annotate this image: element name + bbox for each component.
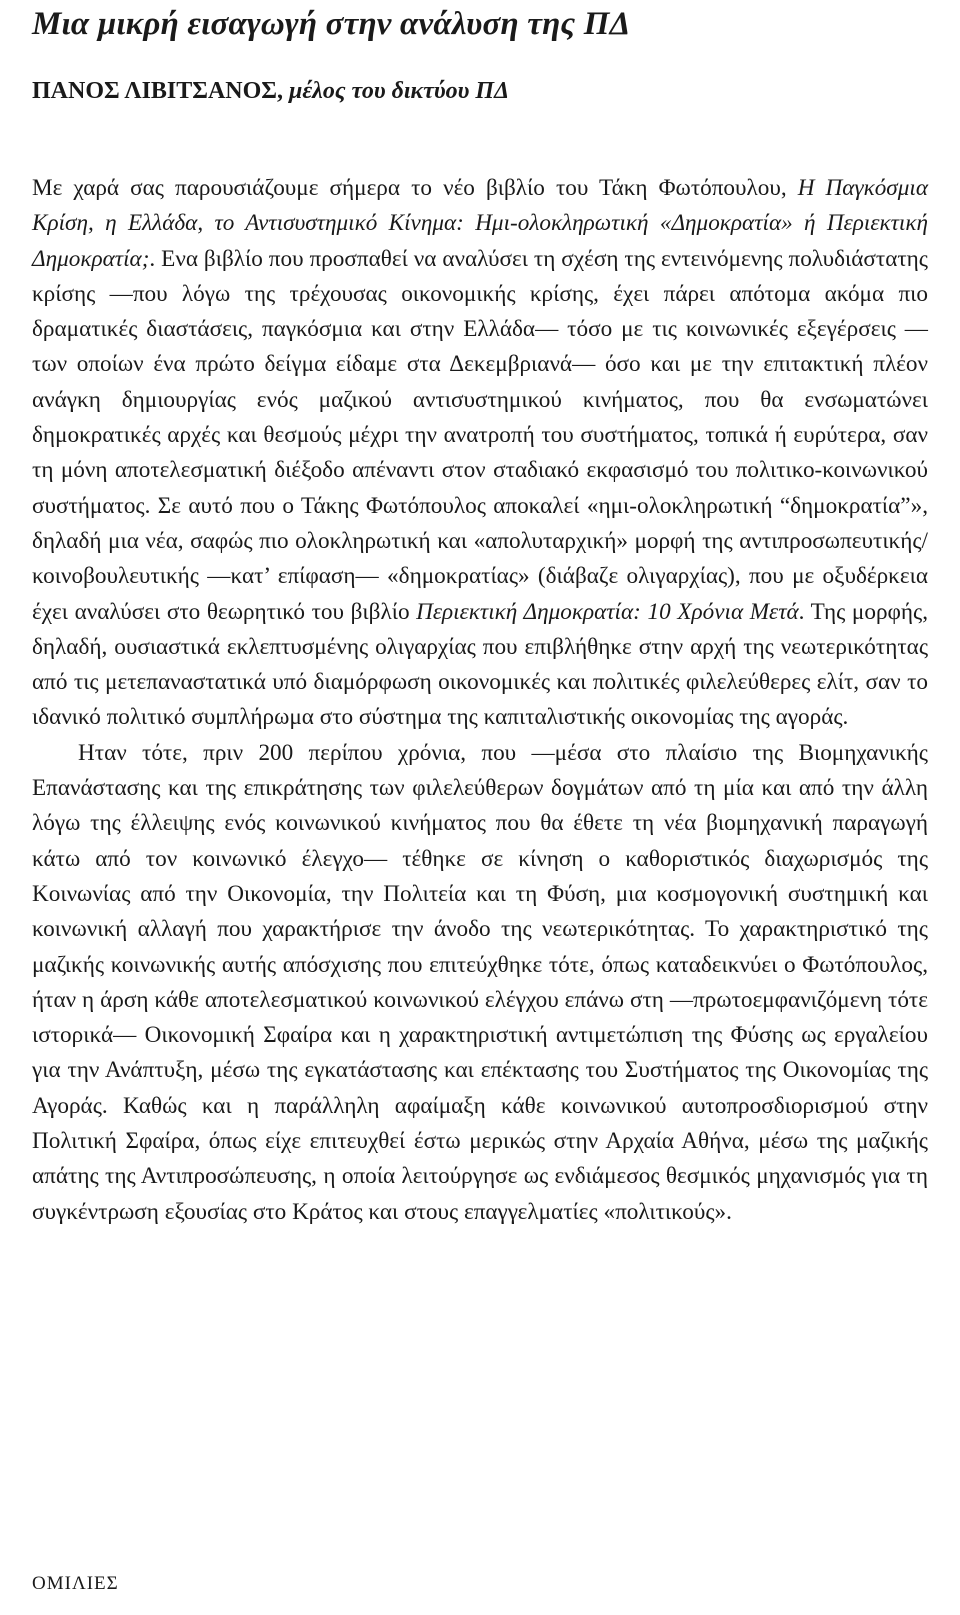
article-body bbox=[32, 171, 928, 1230]
paragraph-1-body-a: . Ενα βιβλίο που προσπαθεί να αναλύσει τη σχέση της εντεινόμενης πολυδιάστατης κρίσης —που λόγω της τρέχουσας οικονομικής κρίσης, έχει πάρει απότομα ακόμα πιο δραματικές διαστάσεις, παγκόσμια και στην Ελλάδα— τόσο με τις κοινωνικές εξεγέρσεις —των οποίων ένα πρώτο δείγμα είδαμε στα Δεκεμβριανά— όσο και με την επιτακτική πλέον ανάγκη δημιουργίας ενός μαζικού αντισυστημικού κινήματος, που θα ενσωματώνει δημοκρατικές αρχές και θεσμούς μέχρι την ανατροπή του συστήματος, τοπικά ή ευρύτερα, σαν τη μόνη αποτελεσματική διέξοδο απέναντι στον σταδιακό εκφασισμό του πολιτικο-κοινωνικού συστήματος. Σε αυτό που ο Τάκης Φωτόπουλος αποκαλεί «ημι-ολοκληρωτική “δημοκρατία”», δηλαδή μια νέα, σαφώς πιο ολοκληρωτική και «απολυταρχική» μορφή της αντιπροσωπευτικής/κοινοβουλευτικής —κατ’ επίφαση— «δημοκρατίας» (διάβαζε ολιγαρχίας), που με οξυδέρκεια έχει αναλύσει στο θεωρητικό του βιβλίο bbox=[32, 245, 928, 625]
paragraph-1-intro: Με χαρά σας παρουσιάζουμε σήμερα το νέο βιβλίο του Τάκη Φωτόπουλου, bbox=[32, 175, 798, 201]
paragraph-2: Ηταν τότε, πριν 200 περίπου χρόνια, που —μέσα στο πλαίσιο της Βιομηχανικής Επανάστασης και της επικράτησης των φιλελεύθερων δογμάτων από τη μία και από την άλλη λόγω της έλλειψης ενός κοινωνικού κινήματος που θα έθετε τη νέα βιομηχανική παραγωγή κάτω από τον κοινωνικό έλεγχο— τέθηκε σε κίνηση ο καθοριστικός διαχωρισμός της Κοινωνίας από την Οικονομία, την Πολιτεία και τη Φύση, μια κοσμογονική συστημική και κοινωνική αλλαγή που χαρακτήρισε την άνοδο της νεωτερικότητας. Το χαρακτηριστικό της μαζικής κοινωνικής αυτής απόσχισης που επιτεύχθηκε τότε, όπως καταδεικνύει ο Φωτόπουλος, ήταν η άρση κάθε αποτελεσματικού κοινωνικού ελέγχου επάνω στη —πρωτοεμφανιζόμενη τότε ιστορικά— Οικονομική Σφαίρα και η χαρακτηριστική αντιμετώπιση της Φύσης ως εργαλείου για την Ανάπτυξη, μέσω της εγκατάστασης και επέκτασης του Συστήματος της Οικονομίας της Αγοράς. Καθώς και η παράλληλη αφαίμαξη κάθε κοινωνικού αυτοπροσδιορισμού στην Πολιτική Σφαίρα, όπως είχε επιτευχθεί έστω μερικώς στην Αρχαία Αθήνα, μέσω της μαζικής απάτης της Αντιπροσώπευσης, η οποία λειτούργησε ως ενδιάμεσος θεσμικός μηχανισμός για τη συγκέντρωση εξουσίας στο Κράτος και στους επαγγελματίες «πολιτικούς». bbox=[32, 739, 928, 1225]
author-line bbox=[32, 76, 509, 106]
paragraph-1-body-b: . Της μορφής, δηλαδή, ουσιαστικά εκλεπτυσμένης ολιγαρχίας που επιβλήθηκε στην αρχή της νεωτερικότητας από τις μετεπαναστατικά υπό διαμόρφωση οικονομικές και πολιτικές φιλελεύθερες ελίτ, σαν το ιδανικό πολιτικό συμπλήρωμα στο σύστημα της καπιταλιστικής οικονομίας της αγοράς. bbox=[32, 598, 928, 731]
author-role: μέλος του δικτύου ΠΔ bbox=[288, 78, 510, 104]
section-footer: ΟΜΙΛΙΕΣ bbox=[32, 1573, 119, 1594]
article-title: Μια μικρή εισαγωγή στην ανάλυση της ΠΔ bbox=[32, 6, 631, 42]
book-title-2: Περιεκτική Δημοκρατία: 10 Χρόνια Μετά bbox=[416, 598, 799, 625]
author-name: ΠΑΝΟΣ ΛΙΒΙΤΣΑΝΟΣ, bbox=[32, 78, 283, 104]
book-title: Η Παγκόσμια Κρίση, η Ελλάδα, το Αντισυστημικό Κίνημα: Ημι-ολοκληρωτική «Δημοκρατία» ή Περιεκτική Δημοκρατία; bbox=[32, 175, 928, 272]
paragraph-1 bbox=[32, 171, 928, 736]
